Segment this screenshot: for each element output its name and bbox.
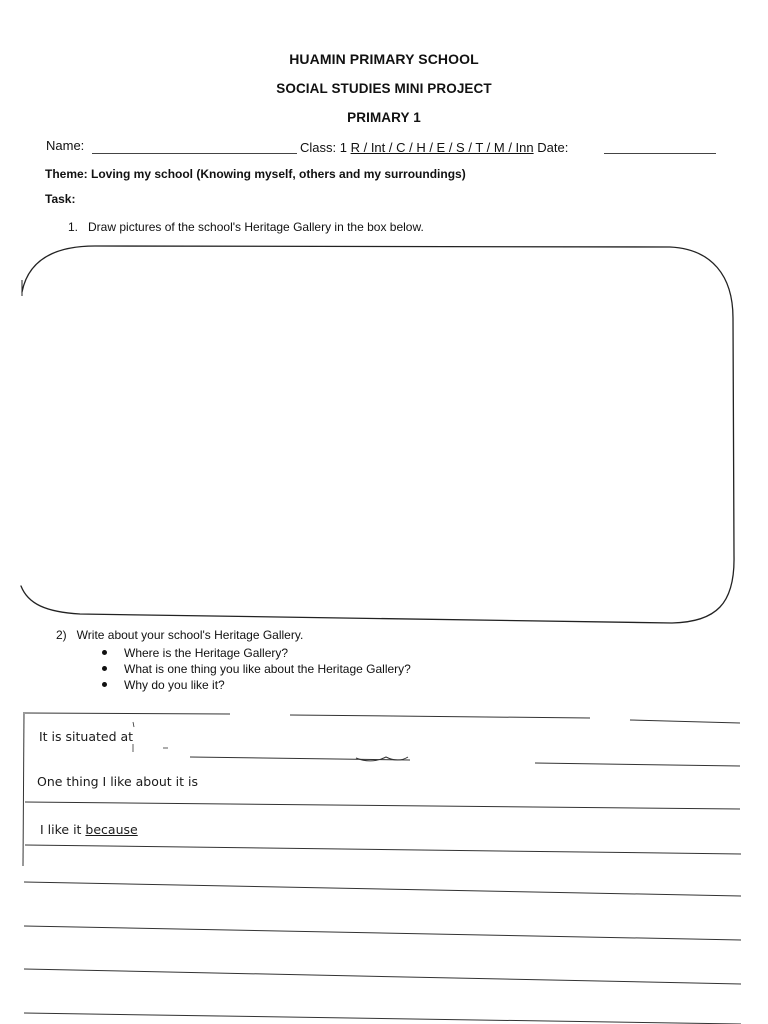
class-label: Class: 1: [300, 140, 347, 155]
task-2-number: 2): [56, 628, 67, 642]
bullet-item: Where is the Heritage Gallery?: [102, 646, 411, 662]
task-2-text: Write about your school's Heritage Gallery.: [76, 628, 304, 642]
answer-line-1: It is situated at: [39, 729, 134, 744]
class-options: R / Int / C / H / E / S / T / M / Inn: [350, 140, 534, 155]
bullet-item: Why do you like it?: [102, 678, 411, 694]
project-title: SOCIAL STUDIES MINI PROJECT: [276, 81, 492, 96]
theme-text: Theme: Loving my school (Knowing myself, others and my surroundings): [45, 167, 466, 181]
task-1-number: 1.: [68, 220, 79, 234]
level-title: PRIMARY 1: [347, 110, 421, 125]
task-1-text: Draw pictures of the school's Heritage Gallery in the box below.: [88, 220, 424, 234]
answer-line-2: One thing I like about it is: [37, 774, 198, 789]
name-label: Name:: [46, 138, 85, 153]
school-title: HUAMIN PRIMARY SCHOOL: [289, 51, 479, 67]
date-label: Date:: [537, 140, 569, 155]
bullet-item: What is one thing you like about the Heritage Gallery?: [102, 662, 411, 678]
task-label: Task:: [45, 192, 76, 206]
answer-line-3: I like it because: [40, 822, 138, 837]
